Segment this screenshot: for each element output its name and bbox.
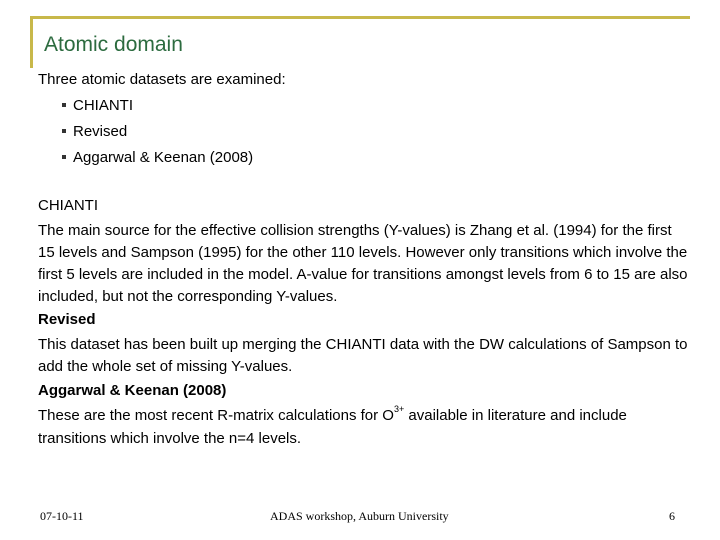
bullet-icon (62, 155, 66, 159)
bullet-icon (62, 103, 66, 107)
section-heading-chianti: CHIANTI (38, 197, 98, 214)
footer-page-number: 6 (669, 509, 675, 523)
list-item: Revised (62, 119, 253, 145)
intro-text: Three atomic datasets are examined: (38, 71, 286, 88)
bullet-icon (62, 129, 66, 133)
slide-title: Atomic domain (44, 33, 183, 56)
title-frame-left-line (30, 16, 33, 68)
footer-date: 07-10-11 (40, 509, 84, 523)
section-text-chianti: The main source for the effective collision strengths (Y-values) is Zhang et al. (1994) for the first 15 levels and Sampson (1995) for the other 110 levels. However only transitions which involve the first 5 levels are included in the model. A-value for transitions amongst levels from 6 to 15 are also included, but not the corresponding Y-values. (38, 222, 688, 305)
title-frame-top-line (30, 16, 690, 19)
list-item: CHIANTI (62, 93, 253, 119)
section-heading-revised: Revised (38, 311, 96, 328)
dataset-list (62, 93, 253, 171)
section-heading-aggarwal: Aggarwal & Keenan (2008) (38, 382, 227, 399)
ion-superscript: 3+ (393, 404, 405, 414)
list-item: Aggarwal & Keenan (2008) (62, 145, 253, 171)
footer-event: ADAS workshop, Auburn University (270, 509, 449, 523)
section-text-aggarwal: These are the most recent R-matrix calculations for $O^{3+}$ available in literature and include transitions which involve the n=4 levels. (38, 404, 627, 447)
section-text-revised: This dataset has been built up merging the CHIANTI data with the DW calculations of Sampson to add the whole set of missing Y-values. (38, 336, 688, 375)
